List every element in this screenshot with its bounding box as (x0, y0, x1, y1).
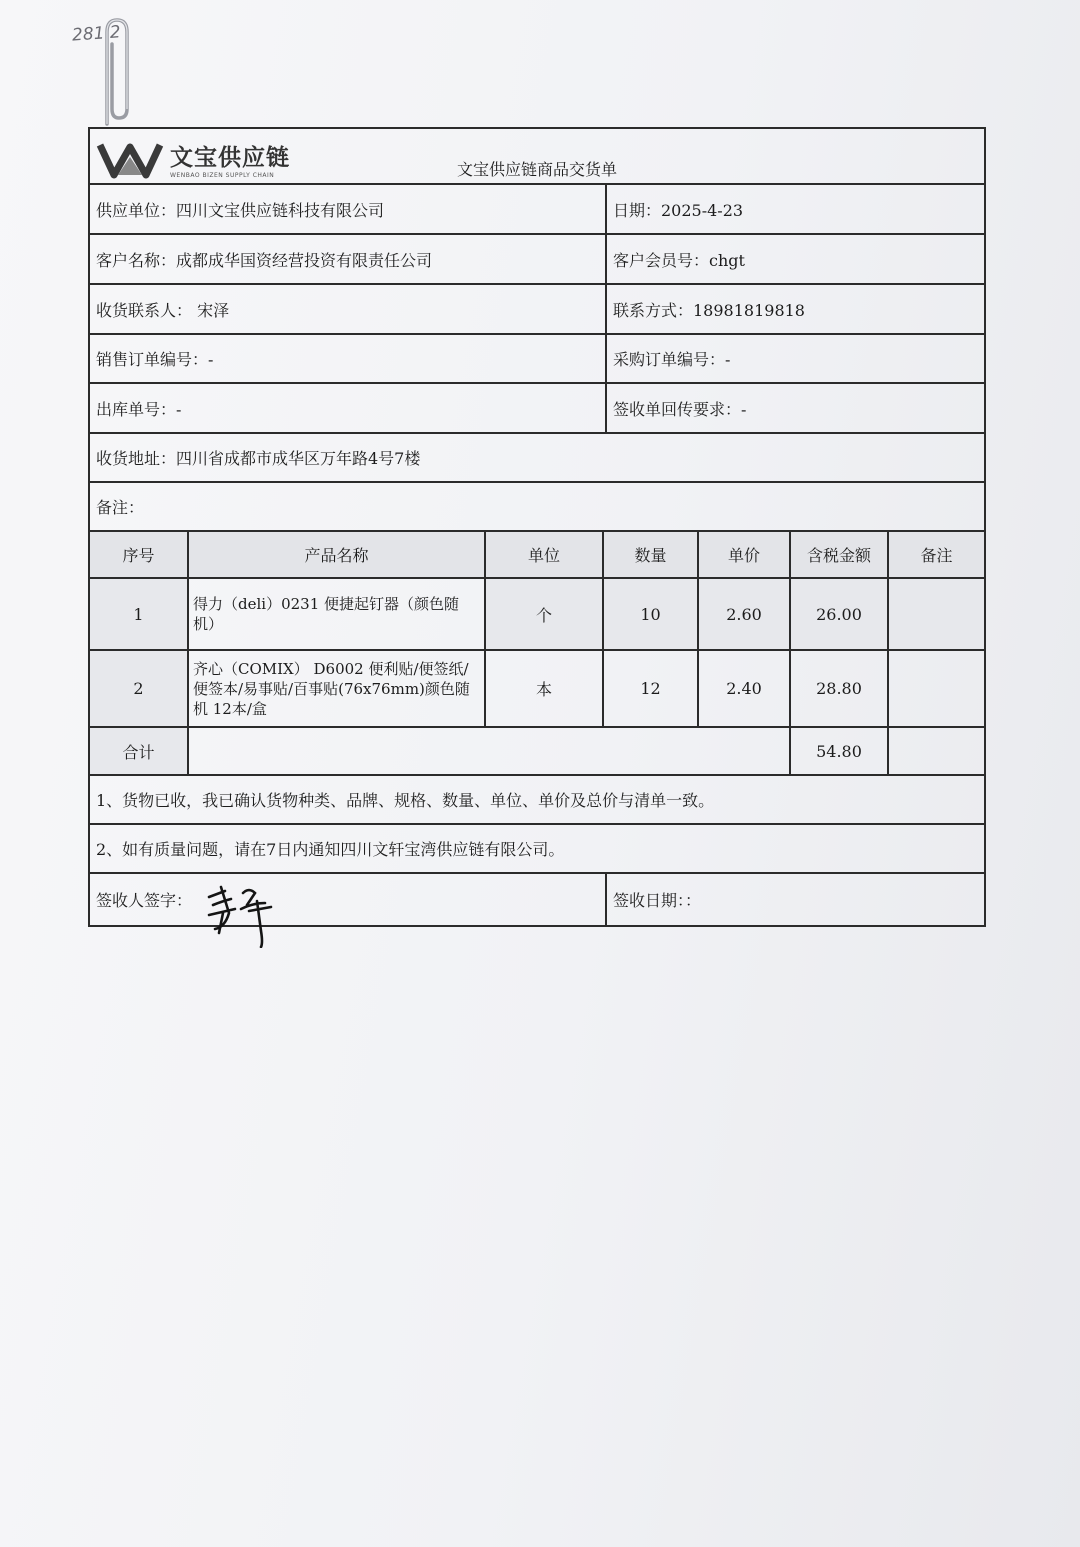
logo-text-en: WENBAO BIZEN SUPPLY CHAIN (170, 172, 275, 179)
cell-unit: 个 (485, 578, 603, 650)
note-row-1 (90, 776, 984, 825)
date-field: 日期：2025-4-23 (605, 185, 984, 233)
document-title: 文宝供应链商品交货单 (456, 160, 617, 179)
sales-order-field: 销售订单编号：- (96, 350, 214, 369)
customer-field: 客户名称：成都成华国资经营投资有限责任公司 (96, 250, 433, 270)
logo-text-cn: 文宝供应链 (170, 145, 290, 171)
outbound-no-field: 出库单号：- (96, 399, 182, 419)
paperclip-icon (95, 14, 133, 134)
table-total-row (90, 727, 984, 775)
total-remark (888, 727, 984, 775)
col-header-no: 序号 (90, 532, 188, 578)
cell-name: 得力（deli）0231 便捷起钉器（颜色随机） (188, 578, 485, 650)
purchase-order-field: 采购订单编号：- (605, 335, 984, 382)
col-header-unit: 单位 (485, 532, 603, 578)
cell-price: 2.40 (698, 650, 790, 727)
table-row (90, 650, 984, 727)
total-amount: 54.80 (790, 727, 888, 775)
total-label: 合计 (90, 727, 188, 775)
quality-note: 2、如有质量问题，请在7日内通知四川文轩宝湾供应链有限公司。 (96, 840, 565, 859)
cell-no: 2 (90, 650, 188, 727)
address-field: 收货地址：四川省成都市成华区万年路4号7楼 (96, 449, 421, 468)
confirmation-note: 1、货物已收，我已确认货物种类、品牌、规格、数量、单位、单价及总价与清单一致。 (96, 791, 715, 810)
col-header-remark: 备注 (888, 532, 984, 578)
delivery-form (88, 127, 986, 927)
member-no-field: 客户会员号：chgt (605, 235, 984, 283)
cell-name: 齐心（COMIX） D6002 便利贴/便签纸/便签本/易事贴/百事贴(76x76mm)颜色随机 12本/盒 (188, 650, 485, 727)
contact-field: 收货联系人： 宋泽 (96, 300, 230, 320)
info-row-orders (90, 335, 984, 384)
table-header-row (90, 532, 984, 578)
form-header (90, 129, 984, 185)
signer-label: 签收人签字： (96, 891, 193, 910)
cell-price: 2.60 (698, 578, 790, 650)
info-row-outbound (90, 384, 984, 434)
handwritten-signature (205, 883, 280, 948)
cell-amount: 26.00 (790, 578, 888, 650)
info-row-remark (90, 483, 984, 532)
col-header-amount: 含税金额 (790, 532, 888, 578)
phone-field: 联系方式：18981819818 (605, 285, 984, 333)
table-row (90, 578, 984, 650)
items-table-wrap (90, 532, 984, 776)
cell-remark (888, 650, 984, 727)
cell-qty: 10 (603, 578, 698, 650)
info-row-supplier (90, 185, 984, 235)
info-row-address (90, 434, 984, 483)
info-row-customer (90, 235, 984, 285)
handwritten-note: 281·2 (71, 22, 122, 46)
cell-amount: 28.80 (790, 650, 888, 727)
col-header-price: 单价 (698, 532, 790, 578)
col-header-name: 产品名称 (188, 532, 485, 578)
return-requirement-field: 签收单回传要求：- (605, 384, 984, 432)
col-header-qty: 数量 (603, 532, 698, 578)
cell-remark (888, 578, 984, 650)
cell-qty: 12 (603, 650, 698, 727)
supplier-field: 供应单位：四川文宝供应链科技有限公司 (96, 200, 385, 220)
total-spacer (188, 727, 790, 775)
cell-unit: 本 (485, 650, 603, 727)
note-row-2 (90, 825, 984, 874)
remark-field: 备注： (96, 498, 145, 517)
info-row-contact (90, 285, 984, 335)
sign-date-label: 签收日期：： (605, 874, 984, 925)
cell-no: 1 (90, 578, 188, 650)
items-table (90, 532, 984, 776)
